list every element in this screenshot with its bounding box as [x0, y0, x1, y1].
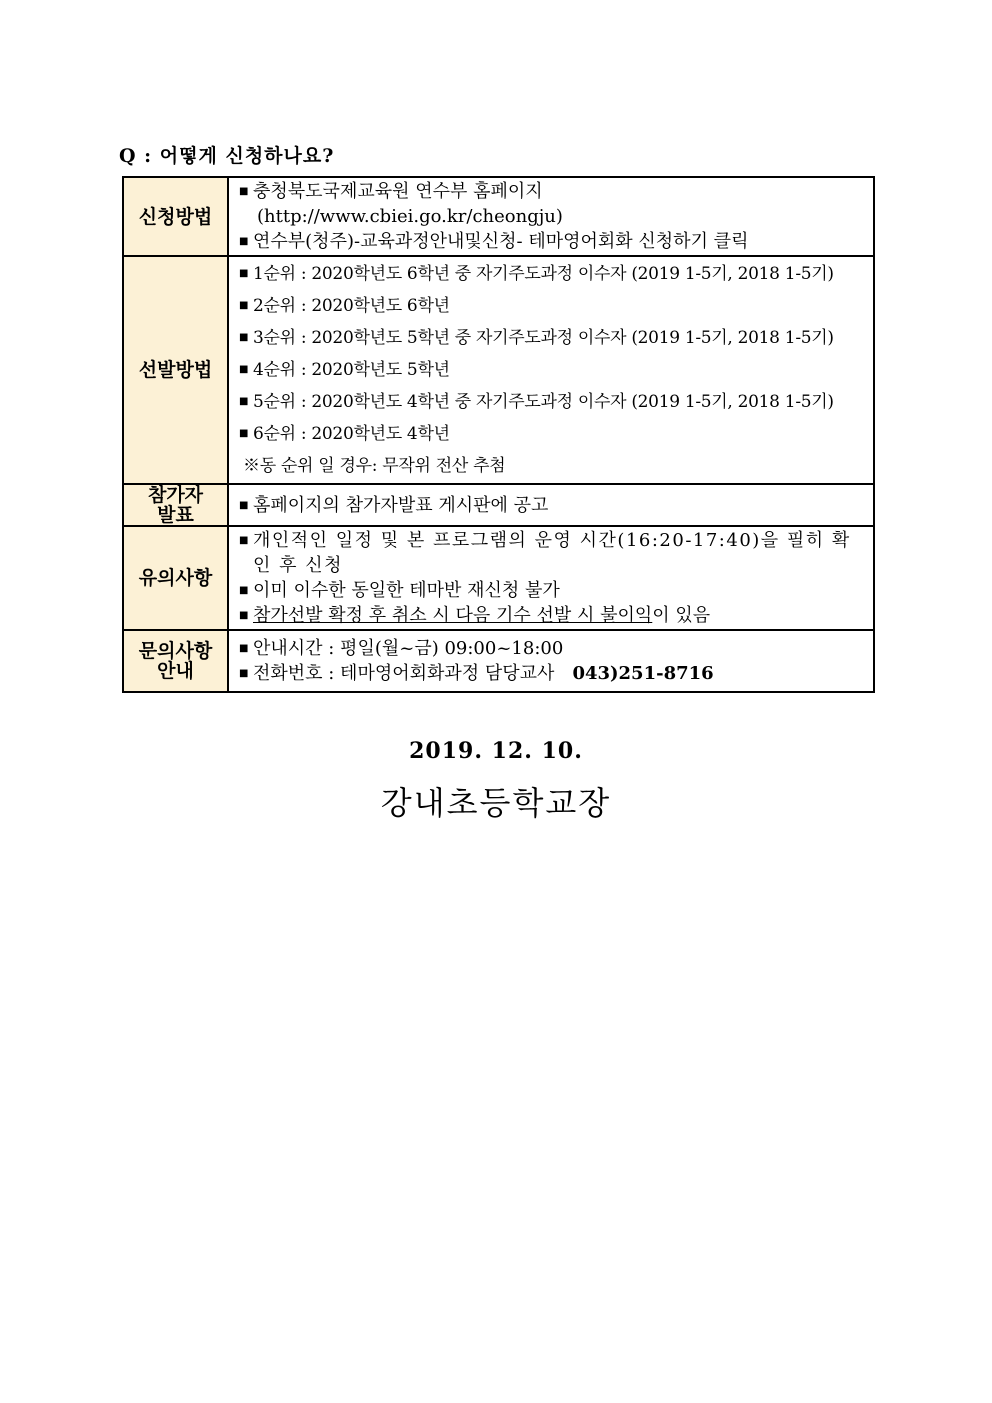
bullet-icon: ■: [239, 428, 249, 439]
list-item: [239, 386, 867, 418]
selection-note: [239, 450, 867, 482]
phone-number: 043)251-8716: [572, 663, 714, 684]
list-item: [239, 528, 867, 578]
bullet-icon: ■: [239, 300, 249, 311]
bullet-icon: ■: [239, 585, 249, 596]
label-text-line2: 안내: [157, 660, 194, 682]
table-row-selection: [123, 256, 874, 484]
label-apply-method: [123, 177, 228, 256]
list-item: [239, 661, 867, 686]
label-announcement: [123, 484, 228, 526]
list-item: [239, 493, 867, 518]
item-text: 4순위 : 2020학년도 5학년: [253, 360, 450, 380]
bullet-icon: ■: [239, 610, 249, 621]
item-text: 연수부(청주)-교육과정안내및신청- 테마영어회화 신청하기 클릭: [253, 231, 749, 252]
list-item: [239, 354, 867, 386]
bullet-icon: ■: [239, 364, 249, 375]
bullet-icon: ■: [239, 643, 249, 654]
label-text: 유의사항: [138, 567, 213, 589]
item-text: 5순위 : 2020학년도 4학년 중 자기주도과정 이수자 (2019 1-5기, 2018 1-5기): [253, 392, 834, 412]
label-text-line2: 발표: [157, 504, 194, 526]
list-item: [239, 290, 867, 322]
item-text: 3순위 : 2020학년도 5학년 중 자기주도과정 이수자 (2019 1-5기, 2018 1-5기): [253, 328, 834, 348]
label-selection-method: [123, 256, 228, 484]
list-item: [239, 258, 867, 290]
item-text-underlined: 참가선발 확정 후 취소 시 다음 기수 선발 시 불이익: [253, 605, 653, 626]
note-text: ※동 순위 일 경우: 무작위 전산 추첨: [243, 456, 506, 476]
label-precautions: [123, 526, 228, 630]
label-text-line1: 문의사항: [138, 640, 213, 662]
list-item: [239, 229, 867, 254]
list-item: [239, 418, 867, 450]
item-text: 이 있음: [652, 605, 711, 626]
content-announcement: [228, 484, 874, 526]
label-text: 선발방법: [138, 359, 213, 381]
item-text: 홈페이지의 참가자발표 게시판에 공고: [253, 494, 549, 516]
list-item: [239, 578, 867, 603]
list-item: [239, 179, 867, 204]
bullet-icon: ■: [239, 236, 249, 247]
content-selection-method: [228, 256, 874, 484]
bullet-icon: ■: [239, 668, 249, 679]
list-item: [239, 636, 867, 661]
bullet-icon: ■: [239, 186, 249, 197]
bullet-icon: ■: [239, 332, 249, 343]
item-text: 2순위 : 2020학년도 6학년: [253, 296, 450, 316]
label-contact: [123, 630, 228, 692]
item-text: 안내시간 : 평일(월~금) 09:00~18:00: [253, 638, 564, 659]
list-item: [239, 603, 867, 628]
content-apply-method: [228, 177, 874, 256]
item-text: (http://www.cbiei.go.kr/cheongju): [257, 206, 563, 227]
item-text: 1순위 : 2020학년도 6학년 중 자기주도과정 이수자 (2019 1-5기, 2018 1-5기): [253, 264, 834, 284]
item-text: 이미 이수한 동일한 테마반 재신청 불가: [253, 580, 560, 601]
document-date: 2019. 12. 10.: [409, 738, 583, 764]
question-heading: Q : 어떻게 신청하나요?: [119, 145, 335, 167]
item-text: 전화번호 : 테마영어회화과정 담당교사: [253, 663, 555, 684]
table-row-contact: [123, 630, 874, 692]
item-text: 개인적인 일정 및 본 프로그램의 운영 시간(16:20-17:40)을 필히 확인 후 신청: [253, 530, 851, 576]
content-contact: [228, 630, 874, 692]
list-item-url: [239, 204, 867, 229]
label-text: 신청방법: [138, 205, 213, 228]
bullet-icon: ■: [239, 499, 249, 511]
table-row-apply: [123, 177, 874, 256]
bullet-icon: ■: [239, 396, 249, 407]
list-item: [239, 322, 867, 354]
content-precautions: [228, 526, 874, 630]
info-table: [122, 176, 875, 693]
label-text-line1: 참가자: [147, 484, 204, 506]
signer-name: 강내초등학교장: [380, 784, 612, 822]
table-row-notes: [123, 526, 874, 630]
table-row-announce: [123, 484, 874, 526]
bullet-icon: ■: [239, 535, 249, 546]
item-text: 충청북도국제교육원 연수부 홈페이지: [253, 181, 543, 202]
bullet-icon: ■: [239, 268, 249, 279]
item-text: 6순위 : 2020학년도 4학년: [253, 424, 450, 444]
